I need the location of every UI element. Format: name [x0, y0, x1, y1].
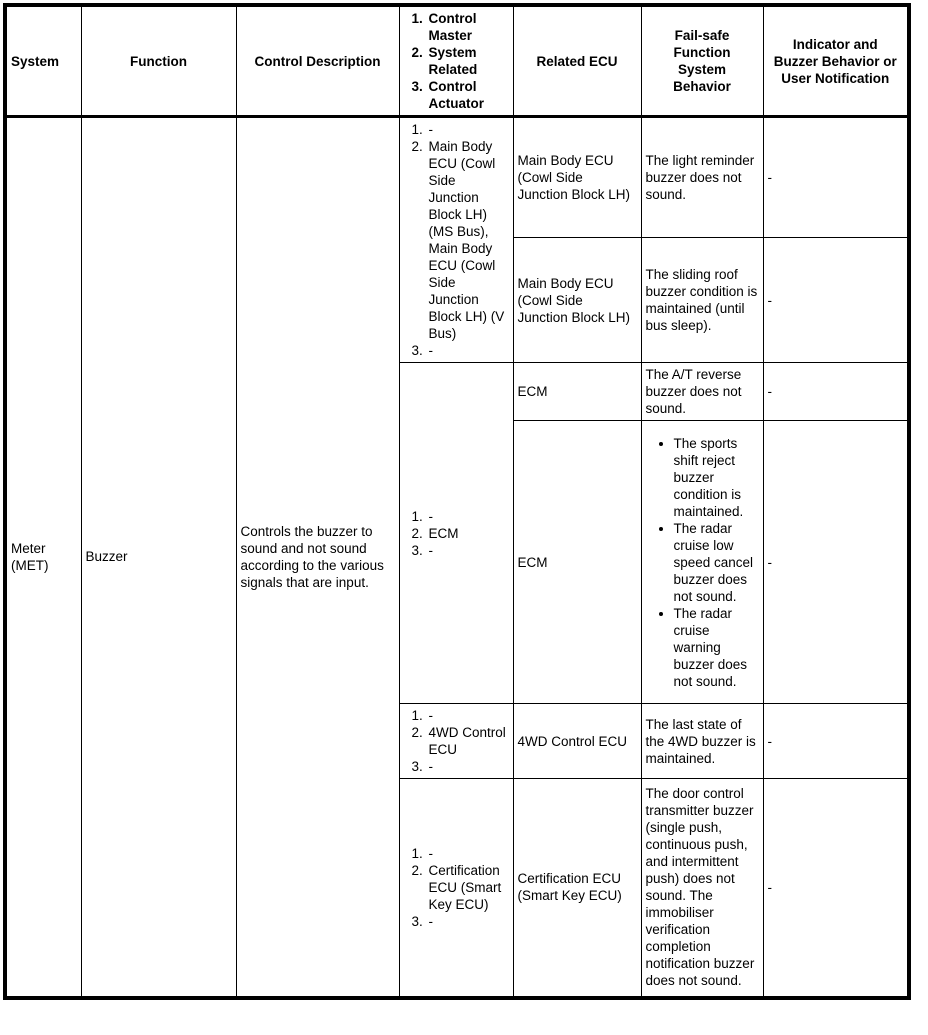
cell-function: Buzzer — [81, 117, 236, 998]
cell-control-group-ecm — [399, 363, 513, 704]
fail-safe-bullet: • The radar cruise low speed cancel buzzer does not sound. — [674, 520, 759, 605]
control-list-item: 1. Control Master — [427, 10, 509, 44]
cell-fail-safe: The last state of the 4WD buzzer is maintained. — [641, 704, 763, 779]
system-related-item: 2. Certification ECU (Smart Key ECU) — [427, 862, 509, 913]
cell-fail-safe: The sliding roof buzzer condition is maintained (until bus sleep). — [641, 238, 763, 363]
cell-control-group-main-body — [399, 117, 513, 363]
cell-indicator: - — [763, 117, 909, 238]
cell-related-ecu: ECM — [513, 363, 641, 421]
fail-safe-bullet: • The sports shift reject buzzer condition is maintained. — [674, 435, 759, 520]
cell-fail-safe: The door control transmitter buzzer (single push, continuous push, and intermittent push) does not sound. The immobiliser verification completion notification buzzer does not sound. — [641, 779, 763, 998]
header-cell-control-list — [399, 5, 513, 117]
control-actuator-item: 3. - — [427, 542, 509, 559]
system-related-item: 2. ECM — [427, 525, 509, 542]
control-master-item: 1. - — [427, 508, 509, 525]
cell-control-group-4wd — [399, 704, 513, 779]
system-related-item: 2. Main Body ECU (Cowl Side Junction Block LH) (MS Bus), Main Body ECU (Cowl Side Junction Block LH) (V Bus) — [427, 138, 509, 342]
cell-system: Meter (MET) — [5, 117, 81, 998]
system-related-item: 2. 4WD Control ECU — [427, 724, 509, 758]
cell-related-ecu: ECM — [513, 421, 641, 704]
fail-safe-bullet: • The radar cruise warning buzzer does not sound. — [674, 605, 759, 690]
cell-indicator: - — [763, 421, 909, 704]
cell-indicator: - — [763, 779, 909, 998]
control-actuator-item: 3. - — [427, 758, 509, 775]
control-list — [404, 10, 509, 112]
control-master-item: 1. - — [427, 845, 509, 862]
indicator-header-label: Indicator and Buzzer Behavior or User Notification — [773, 36, 897, 86]
cell-control-description: Controls the buzzer to sound and not sound according to the various signals that are input. — [236, 117, 399, 998]
fail-safe-bullet-list — [646, 435, 759, 690]
cell-related-ecu: 4WD Control ECU — [513, 704, 641, 779]
cell-fail-safe: The A/T reverse buzzer does not sound. — [641, 363, 763, 421]
control-group-list — [404, 508, 509, 559]
fail-safe-function-table — [3, 3, 911, 1000]
cell-indicator: - — [763, 363, 909, 421]
cell-control-group-certification — [399, 779, 513, 998]
header-cell-control-description: Control Description — [236, 5, 399, 117]
cell-related-ecu: Certification ECU (Smart Key ECU) — [513, 779, 641, 998]
cell-related-ecu: Main Body ECU (Cowl Side Junction Block LH) — [513, 238, 641, 363]
control-master-item: 1. - — [427, 121, 509, 138]
header-row — [5, 5, 909, 117]
fail-safe-header-label: Fail-safe Function System Behavior — [673, 28, 731, 94]
table-row — [5, 117, 909, 238]
control-group-list — [404, 707, 509, 775]
cell-fail-safe: The light reminder buzzer does not sound. — [641, 117, 763, 238]
cell-indicator: - — [763, 704, 909, 779]
control-group-list — [404, 845, 509, 930]
header-cell-function: Function — [81, 5, 236, 117]
header-cell-indicator — [763, 5, 909, 117]
control-actuator-item: 3. - — [427, 342, 509, 359]
header-cell-system: System — [5, 5, 81, 117]
control-list-item: 2. System Related — [427, 44, 509, 78]
cell-related-ecu: Main Body ECU (Cowl Side Junction Block LH) — [513, 117, 641, 238]
cell-indicator: - — [763, 238, 909, 363]
control-master-item: 1. - — [427, 707, 509, 724]
control-group-list — [404, 121, 509, 359]
header-cell-fail-safe — [641, 5, 763, 117]
cell-fail-safe-bullets — [641, 421, 763, 704]
header-cell-related-ecu: Related ECU — [513, 5, 641, 117]
control-list-item: 3. Control Actuator — [427, 78, 509, 112]
control-actuator-item: 3. - — [427, 913, 509, 930]
